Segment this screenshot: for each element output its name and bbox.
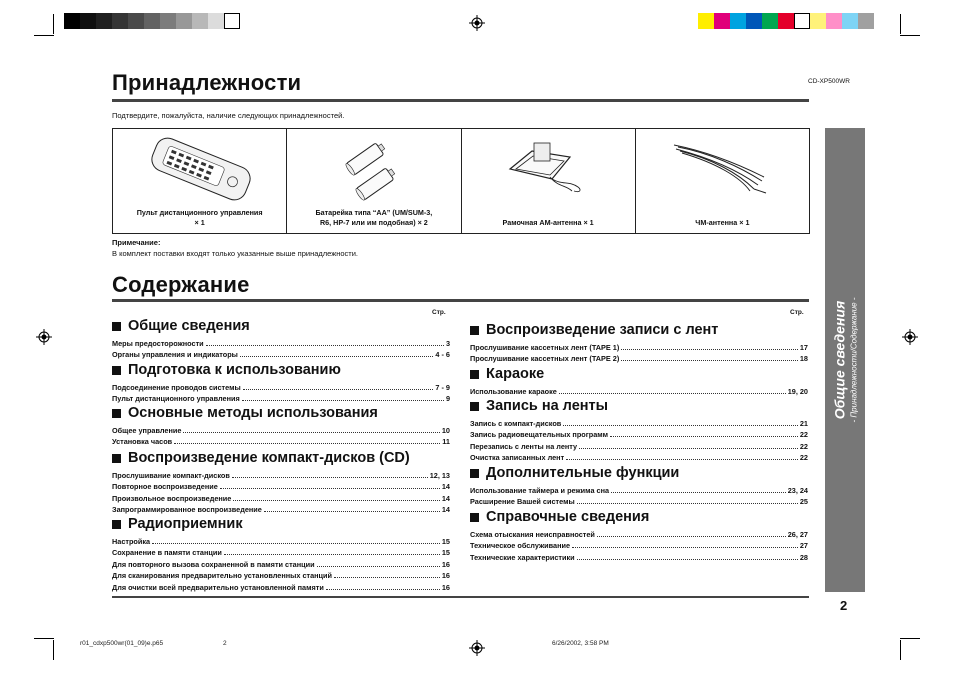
leader-dots [621,349,798,350]
toc-entry-title: Общее управление [112,426,182,435]
square-bullet-icon [112,366,121,375]
page-column-label: Стр. [432,309,446,316]
toc-entry-title: Сохранение в памяти станции [112,548,222,558]
grayscale-calibration-bar [64,13,240,29]
toc-entry-title: Прослушивание кассетных лент (TAPE 2) [470,354,620,364]
toc-entry-page: 15 [441,537,450,546]
toc-section-heading [112,516,243,532]
toc-entry-page: 14 [441,482,450,492]
toc-entry[interactable] [470,417,808,428]
toc-section-title: Подготовка к использованию [128,362,341,378]
toc-entry[interactable] [470,495,808,506]
toc-entry-title: Очистка записанных лент [470,453,565,463]
accessory-qty: × 1 [194,218,205,227]
leader-dots [577,503,798,504]
square-bullet-icon [470,402,479,411]
toc-entry[interactable] [112,492,450,503]
footer-page: 2 [223,640,227,647]
title-rule [112,99,809,102]
calibration-swatch [698,13,714,29]
am-loop-antenna-icon [462,129,636,209]
side-tab-title: Общие сведения [831,300,848,420]
leader-dots [243,389,434,390]
toc-section-heading [470,509,649,525]
toc-entry[interactable] [112,381,450,392]
toc-section-heading [470,398,608,414]
toc-entry-page: 16 [441,582,450,592]
side-tab-subtitle: - Принадлежности/Содержание - [849,297,859,423]
calibration-swatch [224,13,240,29]
calibration-swatch [746,13,762,29]
toc-entry-page: 15 [441,548,450,558]
toc-entry-page: 27 [799,541,808,551]
calibration-swatch [858,13,874,29]
calibration-swatch [128,13,144,29]
toc-section-heading [470,322,718,338]
crop-mark [53,640,54,660]
toc-entry-page: 3 [445,339,450,348]
toc-entry[interactable] [112,569,450,580]
square-bullet-icon [112,520,121,529]
leader-dots [579,448,798,449]
leader-dots [242,400,444,401]
toc-section-heading [112,405,378,421]
leader-dots [174,443,440,444]
square-bullet-icon [112,322,121,331]
toc-entry[interactable] [112,392,450,403]
toc-entry-page: 16 [441,571,450,581]
crop-mark [900,14,901,34]
leader-dots [611,492,786,493]
toc-entry-title: Технические характеристики [470,552,575,562]
crop-mark [900,638,920,639]
toc-entry-title: Настройка [112,537,151,546]
toc-entry-title: Техническое обслуживание [470,541,571,551]
toc-section-heading [112,318,250,334]
page-number: 2 [840,598,848,613]
leader-dots [264,511,440,512]
toc-entry[interactable] [112,535,450,546]
toc-entry-page: 14 [441,505,450,515]
leader-dots [232,477,428,478]
leader-dots [621,360,798,361]
toc-entry-title: Произвольное воспроизведение [112,493,232,503]
accessory-label: Рамочная AM-антенна × 1 [502,218,594,227]
toc-entry-title: Схема отыскания неисправностей [470,530,595,539]
accessories-table [112,128,810,234]
calibration-swatch [96,13,112,29]
contents-title: Содержание [112,272,250,297]
toc-entry-page: 10 [441,426,450,435]
remote-control-icon [113,129,287,209]
toc-entry[interactable] [112,424,450,435]
batteries-icon [287,129,461,209]
toc-entry-title: Пульт дистанционного управления [112,394,240,404]
crop-mark [34,638,54,639]
crop-mark [900,35,920,36]
toc-entry-title: Установка часов [112,437,173,447]
side-tab-text [832,297,859,422]
toc-entry[interactable] [112,558,450,569]
calibration-swatch [762,13,778,29]
square-bullet-icon [112,454,121,463]
leader-dots [597,536,786,537]
toc-entry-title: Повторное воспроизведение [112,482,218,492]
toc-entry-page: 22 [799,453,808,463]
toc-section-title: Общие сведения [128,318,250,334]
accessory-label: Пульт дистанционного управления [136,208,263,217]
leader-dots [206,345,444,346]
accessory-cell-fm-antenna [636,129,809,233]
toc-entry-page: 18 [799,354,808,364]
registration-mark-icon [469,15,485,31]
calibration-swatch [160,13,176,29]
leader-dots [577,559,798,560]
toc-entry-page: 22 [799,441,808,451]
leader-dots [563,425,798,426]
toc-entry[interactable] [470,385,808,396]
toc-entry-title: Меры предосторожности [112,339,204,348]
calibration-swatch [208,13,224,29]
toc-section-heading [112,362,341,378]
toc-entry[interactable] [470,551,808,562]
page-column-label: Стр. [790,309,804,316]
toc-entry[interactable] [470,428,808,439]
toc-entry-page: 25 [799,497,808,507]
accessory-cell-batteries [287,129,461,233]
toc-section-title: Запись на ленты [486,398,609,414]
leader-dots [610,436,798,437]
toc-entry[interactable] [112,435,450,446]
toc-entry[interactable] [470,352,808,363]
toc-section-title: Справочные сведения [486,509,650,525]
crop-mark [900,640,901,660]
toc-entry-title: Подсоединение проводов системы [112,383,241,392]
leader-dots [152,543,440,544]
accessory-label: Батарейка типа “AA” (UM/SUM-3, [315,208,433,217]
toc-entry[interactable] [470,451,808,462]
toc-entry-title: Использование караоке [470,387,557,396]
square-bullet-icon [112,409,121,418]
color-calibration-bar [698,13,874,29]
calibration-swatch [80,13,96,29]
fm-antenna-icon [636,129,810,209]
calibration-swatch [192,13,208,29]
accessory-cell-remote [113,129,287,233]
model-code: CD-XP500WR [808,78,850,85]
toc-entry-page: 21 [799,419,808,428]
toc-entry-title: Прослушивание компакт-дисков [112,471,230,480]
toc-entry-page: 26, 27 [787,530,808,539]
toc-entry-page: 4 - 6 [435,350,450,360]
accessories-intro: Подтвердите, пожалуйста, наличие следующих принадлежностей. [112,111,345,120]
toc-section-title: Воспроизведение компакт-дисков (CD) [128,450,410,466]
calibration-swatch [176,13,192,29]
toc-entry-page: 14 [441,493,450,503]
square-bullet-icon [470,370,479,379]
toc-entry-page: 19, 20 [787,387,808,396]
leader-dots [233,500,440,501]
toc-entry-title: Расширение Вашей системы [470,497,575,507]
toc-section-title: Дополнительные функции [486,465,680,481]
registration-mark-icon [36,329,52,345]
toc-entry-title: Использование таймера и режима сна [470,486,610,495]
crop-mark [34,35,54,36]
toc-entry[interactable] [112,480,450,491]
toc-entry-page: 7 - 9 [435,383,450,392]
toc-entry-page: 9 [445,394,450,404]
leader-dots [572,547,798,548]
toc-entry-title: Для сканирования предварительно установленных станций [112,571,333,581]
toc-section-heading [470,465,679,481]
accessories-title: Принадлежности [112,70,302,95]
footer-filename: r01_cdxp500wr(01_09)e.p65 [80,640,164,647]
toc-entry-page: 17 [799,343,808,352]
leader-dots [326,589,440,590]
calibration-swatch [64,13,80,29]
toc-entry[interactable] [112,469,450,480]
toc-entry[interactable] [470,484,808,495]
toc-entry-title: Запись с компакт-дисков [470,419,562,428]
toc-entry-title: Перезапись с ленты на ленту [470,441,578,451]
toc-entry[interactable] [470,440,808,451]
footer-date: 6/26/2002, 3:58 PM [552,640,609,647]
toc-entry-page: 12, 13 [429,471,450,480]
calibration-swatch [826,13,842,29]
accessory-label: ЧМ-антенна × 1 [695,218,750,227]
toc-entry[interactable] [470,539,808,550]
toc-entry[interactable] [470,341,808,352]
leader-dots [240,356,433,357]
leader-dots [334,577,440,578]
toc-section-heading [112,450,410,466]
toc-section-title: Караоке [486,366,545,382]
accessory-cell-am-antenna [462,129,636,233]
leader-dots [559,393,786,394]
calibration-swatch [714,13,730,29]
toc-section-heading [470,366,544,382]
leader-dots [224,554,440,555]
calibration-swatch [112,13,128,29]
toc-entry[interactable] [112,337,450,348]
bottom-rule [112,596,809,598]
toc-section-title: Радиоприемник [128,516,243,532]
accessory-qty: R6, HP-7 или им подобная) × 2 [319,218,428,227]
toc-entry-page: 22 [799,430,808,440]
leader-dots [566,459,798,460]
toc-entry[interactable] [112,348,450,359]
toc-entry-page: 28 [799,552,808,562]
toc-entry[interactable] [112,546,450,557]
toc-entry-title: Для очистки всей предварительно установленной памяти [112,582,324,592]
toc-section-title: Основные методы использования [128,405,378,421]
toc-entry-title: Запрограммированное воспроизведение [112,505,262,515]
toc-entry-page: 16 [441,559,450,569]
calibration-swatch [778,13,794,29]
calibration-swatch [842,13,858,29]
toc-entry-title: Органы управления и индикаторы [112,350,238,360]
square-bullet-icon [470,513,479,522]
toc-entry[interactable] [112,503,450,514]
toc-entry-title: Прослушивание кассетных лент (TAPE 1) [470,343,620,352]
calibration-swatch [810,13,826,29]
registration-mark-icon [902,329,918,345]
title-rule [112,299,809,302]
crop-mark [53,14,54,34]
leader-dots [220,488,440,489]
calibration-swatch [730,13,746,29]
toc-section-title: Воспроизведение записи с лент [486,322,719,338]
note-text: В комплект поставки входят только указанные выше принадлежности. [112,249,359,258]
calibration-swatch [144,13,160,29]
toc-entry-page: 11 [442,437,450,447]
square-bullet-icon [470,469,479,478]
toc-entry[interactable] [112,581,450,592]
registration-mark-icon [469,640,485,656]
note-title: Примечание: [112,238,161,247]
toc-entry-title: Для повторного вызова сохраненной в памяти станции [112,559,315,569]
toc-entry-page: 23, 24 [787,486,808,495]
leader-dots [183,432,439,433]
toc-entry[interactable] [470,528,808,539]
leader-dots [317,566,440,567]
toc-entry-title: Запись радиовещательных программ [470,430,609,440]
calibration-swatch [794,13,810,29]
square-bullet-icon [470,326,479,335]
